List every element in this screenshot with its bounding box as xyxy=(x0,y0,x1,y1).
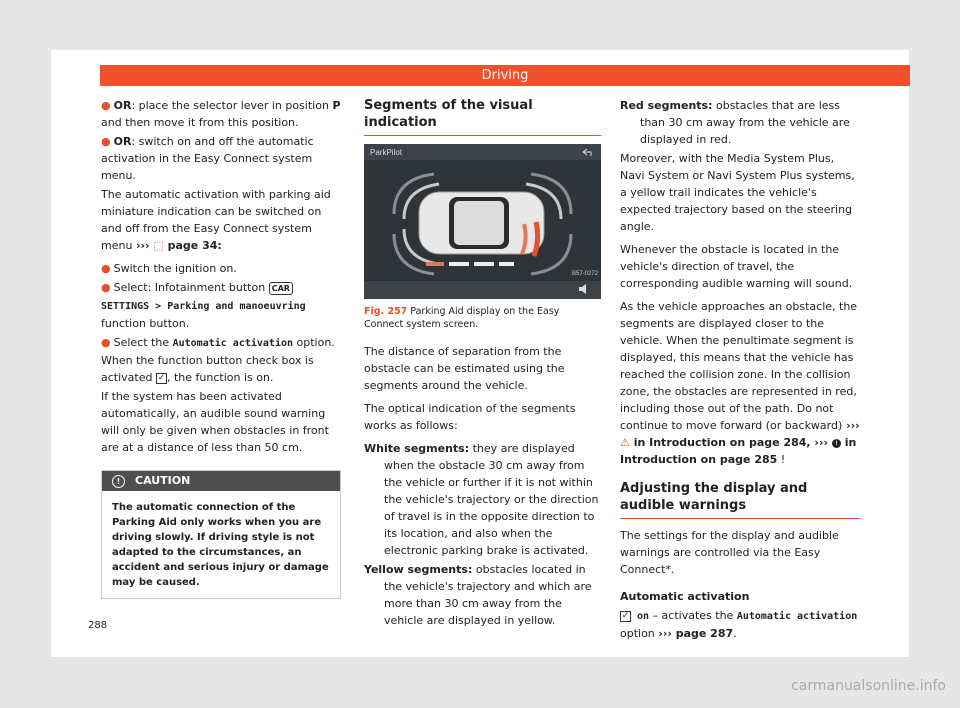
figure-caption: Fig. 257 Parking Aid display on the Easy Connect system screen. xyxy=(364,306,560,330)
fig-title: ParkPilot xyxy=(370,148,403,157)
def-white: White segments: they are displayed when the obstacle 30 cm away from the vehicle or further if it is not within the vehicle's trajectory or the direction of travel is in the opposite direction to its location, and also when the electronic parking brake is activated. xyxy=(364,442,599,557)
checkbox-icon: ✓ xyxy=(157,372,166,383)
bullet-or-selector: ● OR: place the selector lever in position P and then move it from this position. xyxy=(101,99,341,129)
paragraph-optical: The optical indication of the segments works as follows: xyxy=(364,402,576,432)
paragraph-direction: Whenever the obstacle is located in the vehicle's direction of travel, the corresponding audible warning will sound. xyxy=(620,243,853,290)
paragraph-sound-warning: If the system has been activated automatically, an audible sound warning will only be given when obstacles in front are at a distance of less than 50 cm. xyxy=(101,390,329,454)
info-icon: i xyxy=(832,439,841,448)
paragraph-auto-activation: The automatic activation with parking aid miniature indication can be switched on and off from the Easy Connect system menu ››› ⬚ page 34: xyxy=(101,188,331,252)
heading-segments: Segments of the visual indication xyxy=(364,97,601,136)
parkpilot-screen xyxy=(364,144,601,299)
auto-activation-title: Automatic activation xyxy=(620,590,750,603)
bullet-or-switch: ● OR: switch on and off the automatic activation in the Easy Connect system menu. xyxy=(101,135,314,182)
section-header: Driving xyxy=(100,65,910,86)
warning-icon: ⚠ xyxy=(620,436,630,449)
option-on: ✓ on – activates the Automatic activation option ››› page 287. xyxy=(620,609,858,640)
watermark: carmanualsonline.info xyxy=(791,678,946,694)
paragraph-settings: The settings for the display and audible warnings are controlled via the Easy Connect*. xyxy=(620,529,839,576)
checkbox-icon: ✓ xyxy=(621,610,630,621)
car-menu-icon: ⬚ xyxy=(153,239,164,252)
car-button-icon: CAR xyxy=(269,282,293,295)
bullet-select-auto: ● Select the Automatic activation option. When the function button check box is activated ✓ , the function is on. xyxy=(101,336,335,384)
paragraph-distance: The distance of separation from the obstacle can be estimated using the segments around the vehicle. xyxy=(364,345,565,392)
manual-page xyxy=(51,50,909,657)
bullet-ignition: ● Switch the ignition on. xyxy=(101,262,237,275)
caution-icon: ! xyxy=(112,475,125,488)
column-left xyxy=(101,97,341,599)
column-right xyxy=(620,97,860,648)
column-middle xyxy=(364,97,601,631)
caution-box xyxy=(101,470,341,599)
paragraph-media-system: Moreover, with the Media System Plus, Navi System or Navi System Plus systems, a yellow trail indicates the vehicle's expected trajectory based on the steering angle. xyxy=(620,152,855,233)
page-number: 288 xyxy=(88,620,108,631)
bullet-select-infotainment: ● Select: Infotainment button CAR SETTINGS > Parking and manoeuvring function button. xyxy=(101,281,306,330)
figure-parkpilot xyxy=(364,144,601,299)
caution-header: ! CAUTION xyxy=(102,471,340,491)
fig-code: B57-0272 xyxy=(572,271,599,277)
paragraph-approach: As the vehicle approaches an obstacle, the segments are displayed closer to the vehicle. When the penultimate segment is displayed, this means that the vehicle has reached the collision zone. In the collision zone, the obstacles are represented in red, including those out of the path. Do not continue to move forward (or backward) ››› ⚠ in Introduction on page 284, ››› i in Introduction on page 285 ! xyxy=(620,300,860,466)
def-red: Red segments: obstacles that are less than 30 cm away from the vehicle are displayed in red. xyxy=(620,99,850,146)
caution-text: The automatic connection of the Parking Aid only works when you are driving slowly. If driving style is not adapted to the circumstances, an accident and serious injury or damage may be caused. xyxy=(112,502,329,588)
heading-adjusting: Adjusting the display and audible warnings xyxy=(620,480,860,519)
def-yellow: Yellow segments: obstacles located in the vehicle's trajectory and which are more than 30 cm away from the vehicle are displayed in yellow. xyxy=(364,563,592,627)
